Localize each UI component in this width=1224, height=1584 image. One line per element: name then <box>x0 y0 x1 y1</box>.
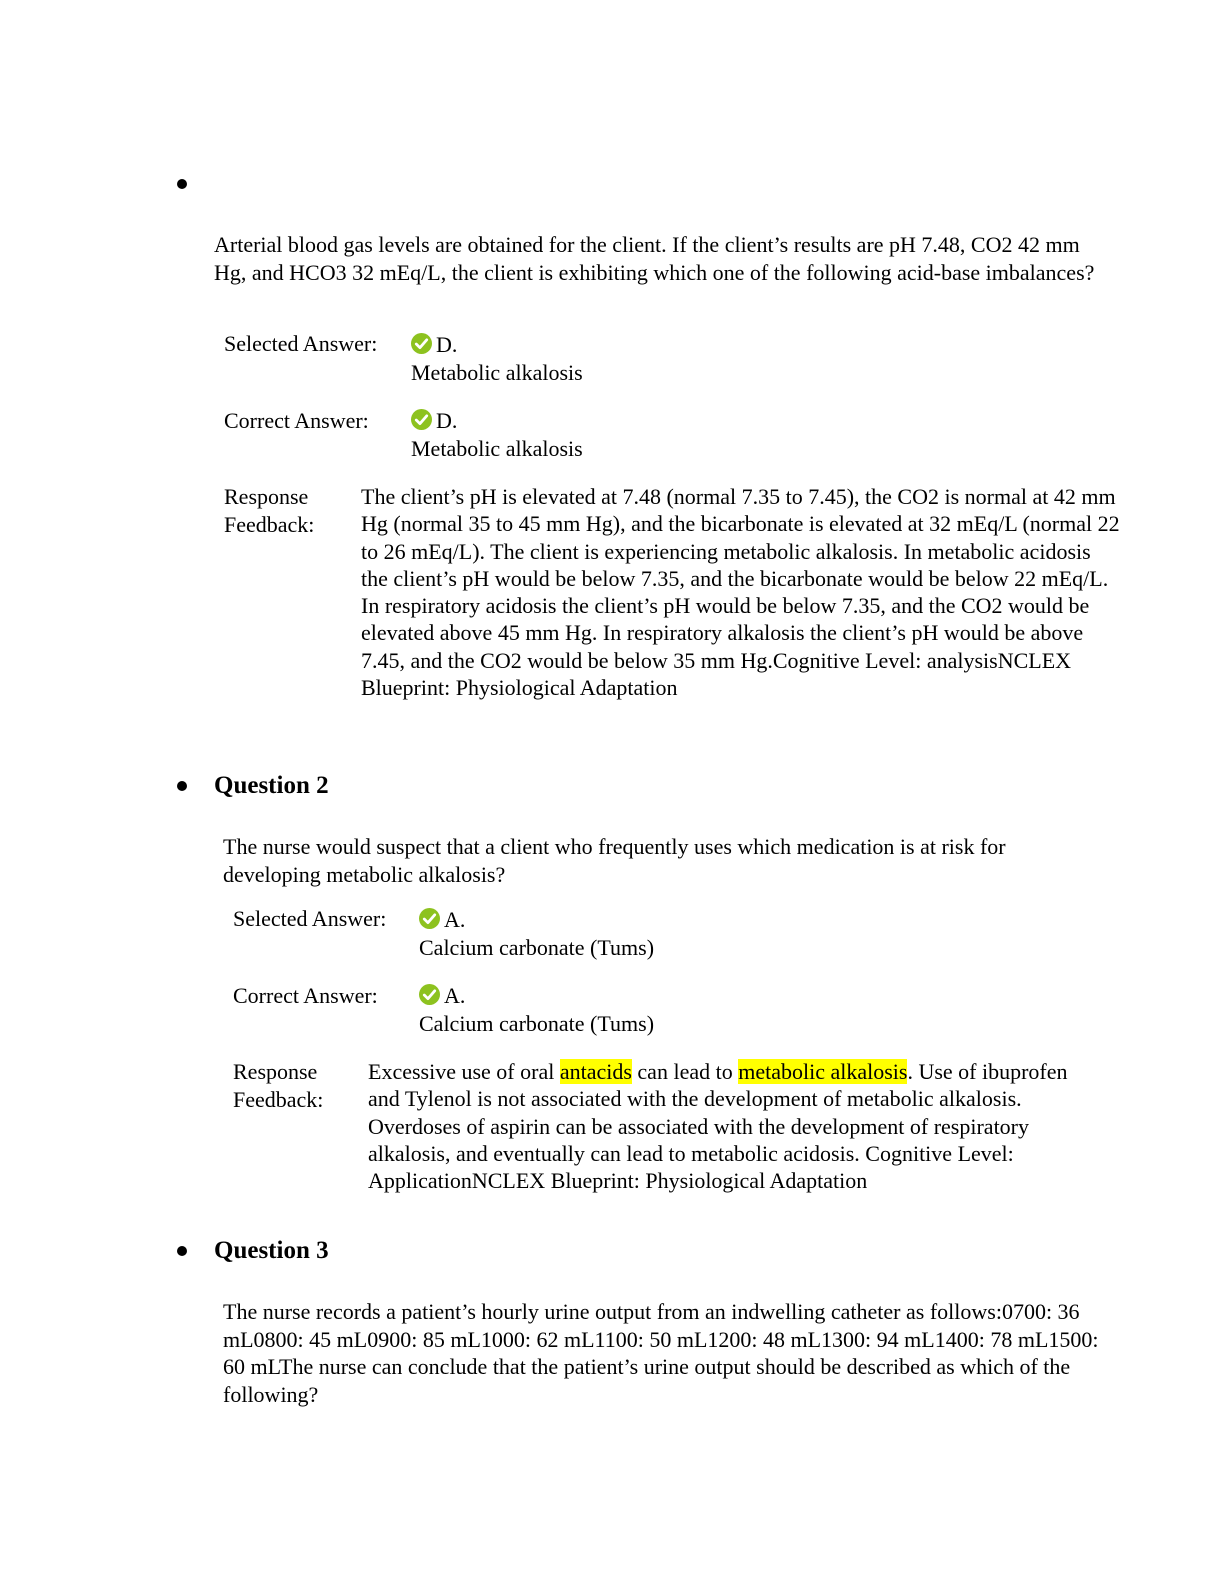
correct-answer <box>419 982 654 1038</box>
selected-answer <box>419 906 654 962</box>
correct-answer-label: Correct Answer: <box>224 408 369 433</box>
correct-answer-letter: D. <box>436 408 458 433</box>
question-title: Question 2 <box>214 772 329 799</box>
selected-answer-text: Metabolic alkalosis <box>411 360 583 385</box>
selected-answer <box>411 331 583 387</box>
response-feedback-label: Response Feedback: <box>233 1059 324 1112</box>
question-title: Question 3 <box>214 1237 329 1264</box>
highlight-metabolic-alkalosis: metabolic alkalosis <box>738 1059 908 1084</box>
question-prompt: Arterial blood gas levels are obtained for the client. If the client’s results are pH 7.48, CO2 42 mm Hg, and HCO3 32 mEq/L, the client is exhibiting which one of the following acid-base imbalances? <box>214 232 1095 285</box>
highlight-antacids: antacids <box>559 1059 632 1084</box>
correct-answer-label: Correct Answer: <box>233 983 378 1008</box>
selected-answer-letter: D. <box>436 332 458 357</box>
question-prompt: The nurse records a patient’s hourly urine output from an indwelling catheter as follows:0700: 36 mL0800: 45 mL0900: 85 mL1000: 62 mL1100: 50 mL1200: 48 mL1300: 94 mL1400: 78 mL1500: 60 mLThe nurse can conclude that the patient’s urine output should be described as which of the following? <box>223 1299 1099 1407</box>
selected-answer-letter: A. <box>444 907 466 932</box>
bullet-icon <box>177 1246 187 1256</box>
question-prompt: The nurse would suspect that a client who frequently uses which medication is at risk for developing metabolic alkalosis? <box>223 834 1006 887</box>
correct-answer-text: Calcium carbonate (Tums) <box>419 1011 655 1036</box>
check-icon <box>411 333 432 354</box>
response-feedback-text: The client’s pH is elevated at 7.48 (normal 7.35 to 7.45), the CO2 is normal at 42 mm Hg (normal 35 to 45 mm Hg), and the bicarbonate is elevated at 32 mEq/L (normal 22 to 26 mEq/L). The client is experiencing metabolic alkalosis. In metabolic acidosis the client’s pH would be below 7.35, and the bicarbonate would be below 22 mEq/L. In respiratory acidosis the client’s pH would be below 7.35, and the CO2 would be elevated above 45 mm Hg. In respiratory alkalosis the client’s pH would be above 7.45, and the CO2 would be below 35 mm Hg.Cognitive Level: analysisNCLEX Blueprint: Physiological Adaptation <box>361 484 1120 701</box>
check-icon <box>411 409 432 430</box>
check-icon <box>419 984 440 1005</box>
selected-answer-text: Calcium carbonate (Tums) <box>419 935 655 960</box>
bullet-icon <box>177 179 187 189</box>
selected-answer-label: Selected Answer: <box>233 906 387 931</box>
bullet-icon <box>177 781 187 791</box>
response-feedback-label: Response Feedback: <box>224 484 315 537</box>
check-icon <box>419 908 440 929</box>
correct-answer <box>411 407 583 463</box>
response-feedback-text: Excessive use of oral antacids can lead to metabolic alkalosis. Use of ibuprofen and Tylenol is not associated with the development of metabolic alkalosis. Overdoses of aspirin can be associated with the development of respiratory alkalosis, and eventually can lead to metabolic acidosis. Cognitive Level: ApplicationNCLEX Blueprint: Physiological Adaptation <box>368 1059 1068 1194</box>
selected-answer-label: Selected Answer: <box>224 331 378 356</box>
correct-answer-letter: A. <box>444 983 466 1008</box>
correct-answer-text: Metabolic alkalosis <box>411 436 583 461</box>
